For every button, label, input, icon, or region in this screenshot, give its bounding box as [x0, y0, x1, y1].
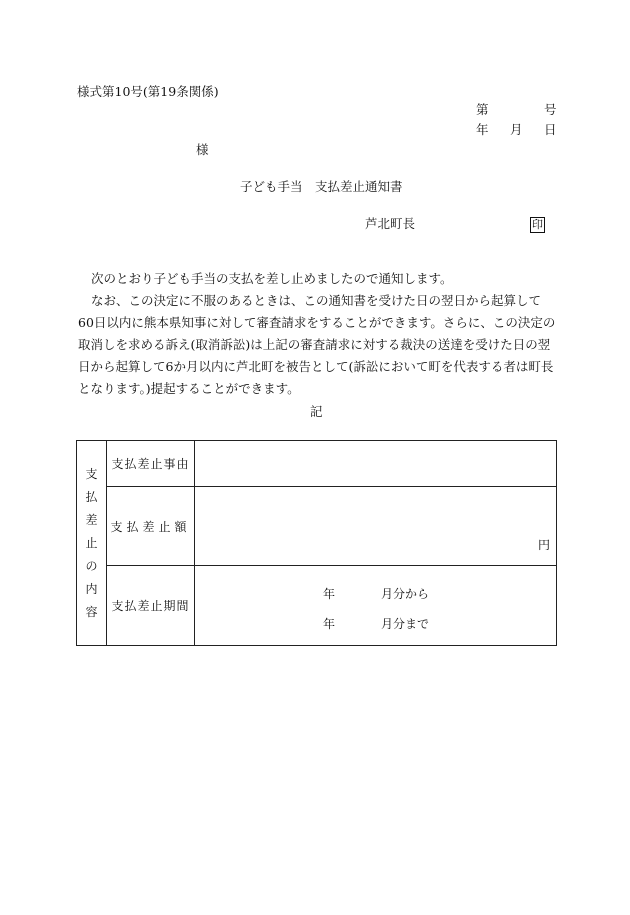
- issuer-name: 芦北町長: [365, 216, 416, 231]
- date-day: 日: [544, 122, 557, 137]
- period-to-suffix: 月分まで: [381, 617, 430, 631]
- document-title: 子ども手当 支払差止通知書: [240, 179, 403, 194]
- section-char: 差: [85, 512, 98, 527]
- section-char: 支: [85, 466, 98, 481]
- section-char: 容: [85, 604, 98, 619]
- reason-value-field[interactable]: [195, 441, 557, 487]
- amount-value-field[interactable]: [195, 487, 557, 566]
- notice-body: [78, 268, 556, 400]
- addressee-suffix: 様: [196, 142, 209, 157]
- number-prefix: 第: [476, 102, 489, 117]
- section-char: 払: [85, 489, 98, 504]
- ki-heading: 記: [310, 404, 323, 419]
- date-month: 月: [510, 122, 523, 137]
- section-heading: [77, 441, 107, 646]
- body-paragraph: なお、この決定に不服のあるときは、この通知書を受けた日の翌日から起算して60日以内に熊本県知事に対して審査請求をすることができます。さらに、この決定の取消しを求める訴え(取消訴訟)は上記の審査請求に対する裁決の送達を受けた日の翌日から起算して6か月以内に芦北町を被告として(訴訟において町を代表する者は町長となります。)提起することができます。: [78, 293, 556, 396]
- amount-label: 支払差止額: [107, 487, 195, 566]
- period-from-suffix: 月分から: [381, 587, 430, 601]
- form-label: 様式第10号(第19条関係): [77, 84, 219, 99]
- amount-unit: 円: [537, 538, 550, 552]
- period-label: 支払差止期間: [107, 566, 195, 646]
- number-suffix: 号: [544, 102, 557, 117]
- section-char: の: [85, 558, 98, 573]
- period-to-year: 年: [323, 617, 336, 631]
- detail-table: [76, 440, 557, 646]
- date-year: 年: [476, 122, 489, 137]
- period-from-year: 年: [323, 587, 336, 601]
- section-char: 止: [85, 535, 98, 550]
- period-value-field[interactable]: [195, 566, 557, 646]
- seal-mark: 印: [532, 218, 543, 231]
- section-char: 内: [85, 581, 98, 596]
- body-paragraph: 次のとおり子ども手当の支払を差し止めましたので通知します。: [91, 271, 453, 286]
- reason-label: 支払差止事由: [107, 441, 195, 487]
